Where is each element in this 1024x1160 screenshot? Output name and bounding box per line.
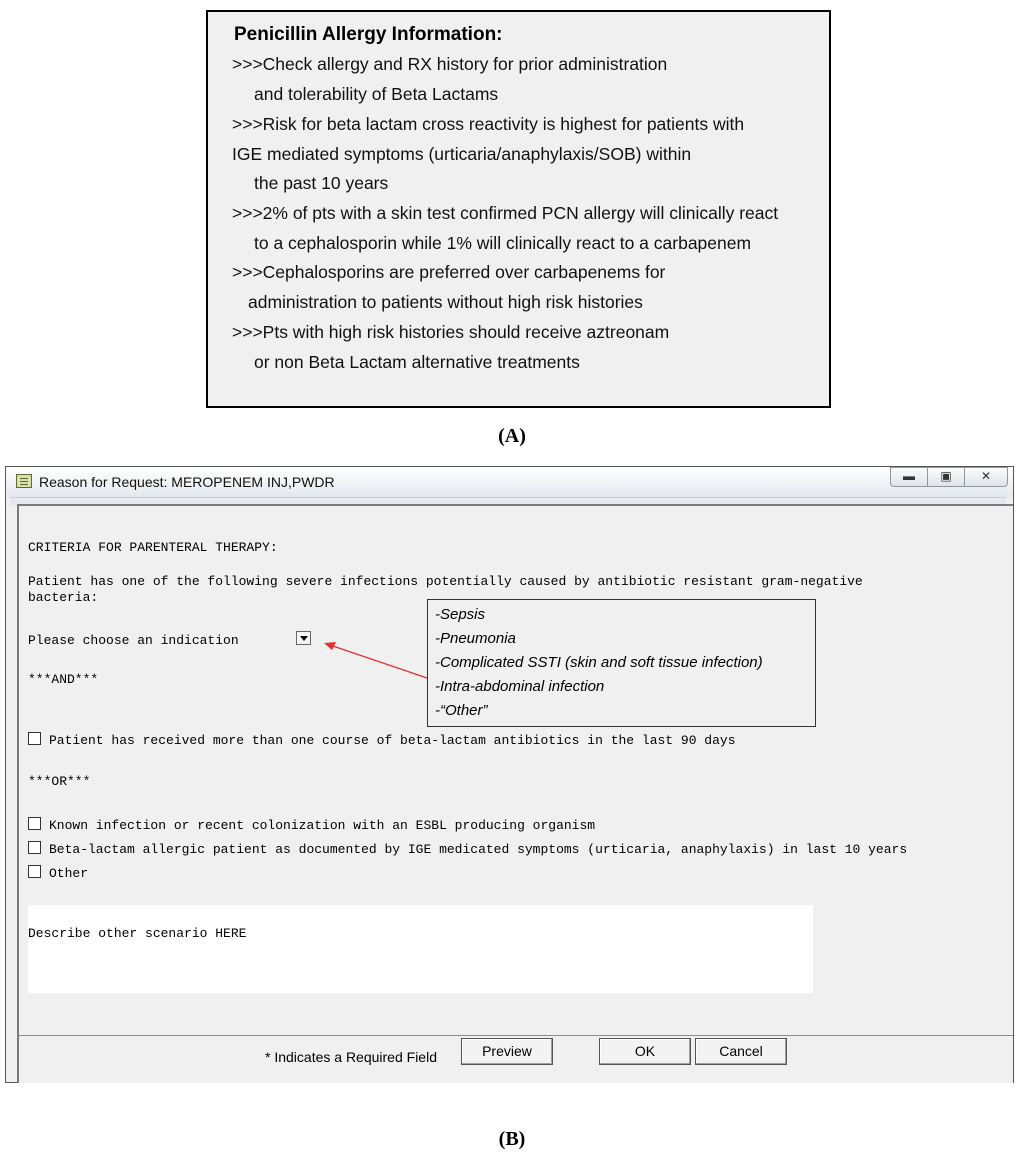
or-text: ***OR*** xyxy=(28,774,91,789)
panel-a-line: >>>Pts with high risk histories should receive aztreonam xyxy=(232,322,670,342)
callout-option: -Sepsis xyxy=(435,606,486,623)
other-checkbox-label: Other xyxy=(49,866,89,881)
callout-option: -Complicated SSTI (skin and soft tissue infection) xyxy=(435,654,763,671)
esbl-checkbox-label: Known infection or recent colonization with an ESBL producing organism xyxy=(49,818,596,833)
panel-a-caption: (A) xyxy=(498,425,526,447)
close-icon: ✕ xyxy=(980,469,992,483)
indication-options-callout xyxy=(427,599,816,727)
restore-icon: ▣ xyxy=(940,469,952,483)
panel-a-title: Penicillin Allergy Information: xyxy=(234,24,503,45)
minimize-icon: ▬ xyxy=(903,469,915,483)
ok-button[interactable]: OK xyxy=(599,1038,691,1065)
panel-a-line: the past 10 years xyxy=(254,173,389,193)
panel-a-line: >>>2% of pts with a skin test confirmed PCN allergy will clinically react xyxy=(232,203,779,223)
window-title: Reason for Request: MEROPENEM INJ,PWDR xyxy=(39,474,335,490)
and-text: ***AND*** xyxy=(28,672,99,687)
other-scenario-text: Describe other scenario HERE xyxy=(28,926,247,941)
allergy-checkbox-label: Beta-lactam allergic patient as documented by IGE medicated symptoms (urticaria, anaphylaxis) in last 10 years xyxy=(49,842,908,857)
cancel-button[interactable]: Cancel xyxy=(695,1038,787,1065)
preview-button[interactable]: Preview xyxy=(461,1038,553,1065)
panel-a-line: IGE mediated symptoms (urticaria/anaphylaxis/SOB) within xyxy=(232,144,692,164)
callout-option: -Pneumonia xyxy=(435,630,516,647)
panel-a-line: and tolerability of Beta Lactams xyxy=(254,84,499,104)
callout-arrow-line xyxy=(330,645,427,678)
intro-text-cont: bacteria: xyxy=(28,590,99,605)
indication-dropdown-value: Please choose an indication xyxy=(28,633,239,648)
callout-option: -Intra-abdominal infection xyxy=(435,678,605,695)
criteria-heading: CRITERIA FOR PARENTERAL THERAPY: xyxy=(28,540,278,555)
panel-a-line: to a cephalosporin while 1% will clinically react to a carbapenem xyxy=(254,233,752,253)
course-checkbox-label: Patient has received more than one course of beta-lactam antibiotics in the last 90 days xyxy=(49,733,736,748)
panel-a-line: or non Beta Lactam alternative treatments xyxy=(254,352,580,372)
panel-a-line: administration to patients without high risk histories xyxy=(248,292,643,312)
panel-b-caption: (B) xyxy=(498,1128,526,1150)
required-field-note: * Indicates a Required Field xyxy=(265,1049,437,1065)
intro-text: Patient has one of the following severe infections potentially caused by antibiotic resistant gram-negative xyxy=(28,574,863,589)
panel-a-line: >>>Risk for beta lactam cross reactivity is highest for patients with xyxy=(232,114,745,134)
panel-a-line: >>>Cephalosporins are preferred over carbapenems for xyxy=(232,262,666,282)
callout-option: -“Other” xyxy=(435,702,488,719)
panel-a-line: >>>Check allergy and RX history for prior administration xyxy=(232,54,668,74)
